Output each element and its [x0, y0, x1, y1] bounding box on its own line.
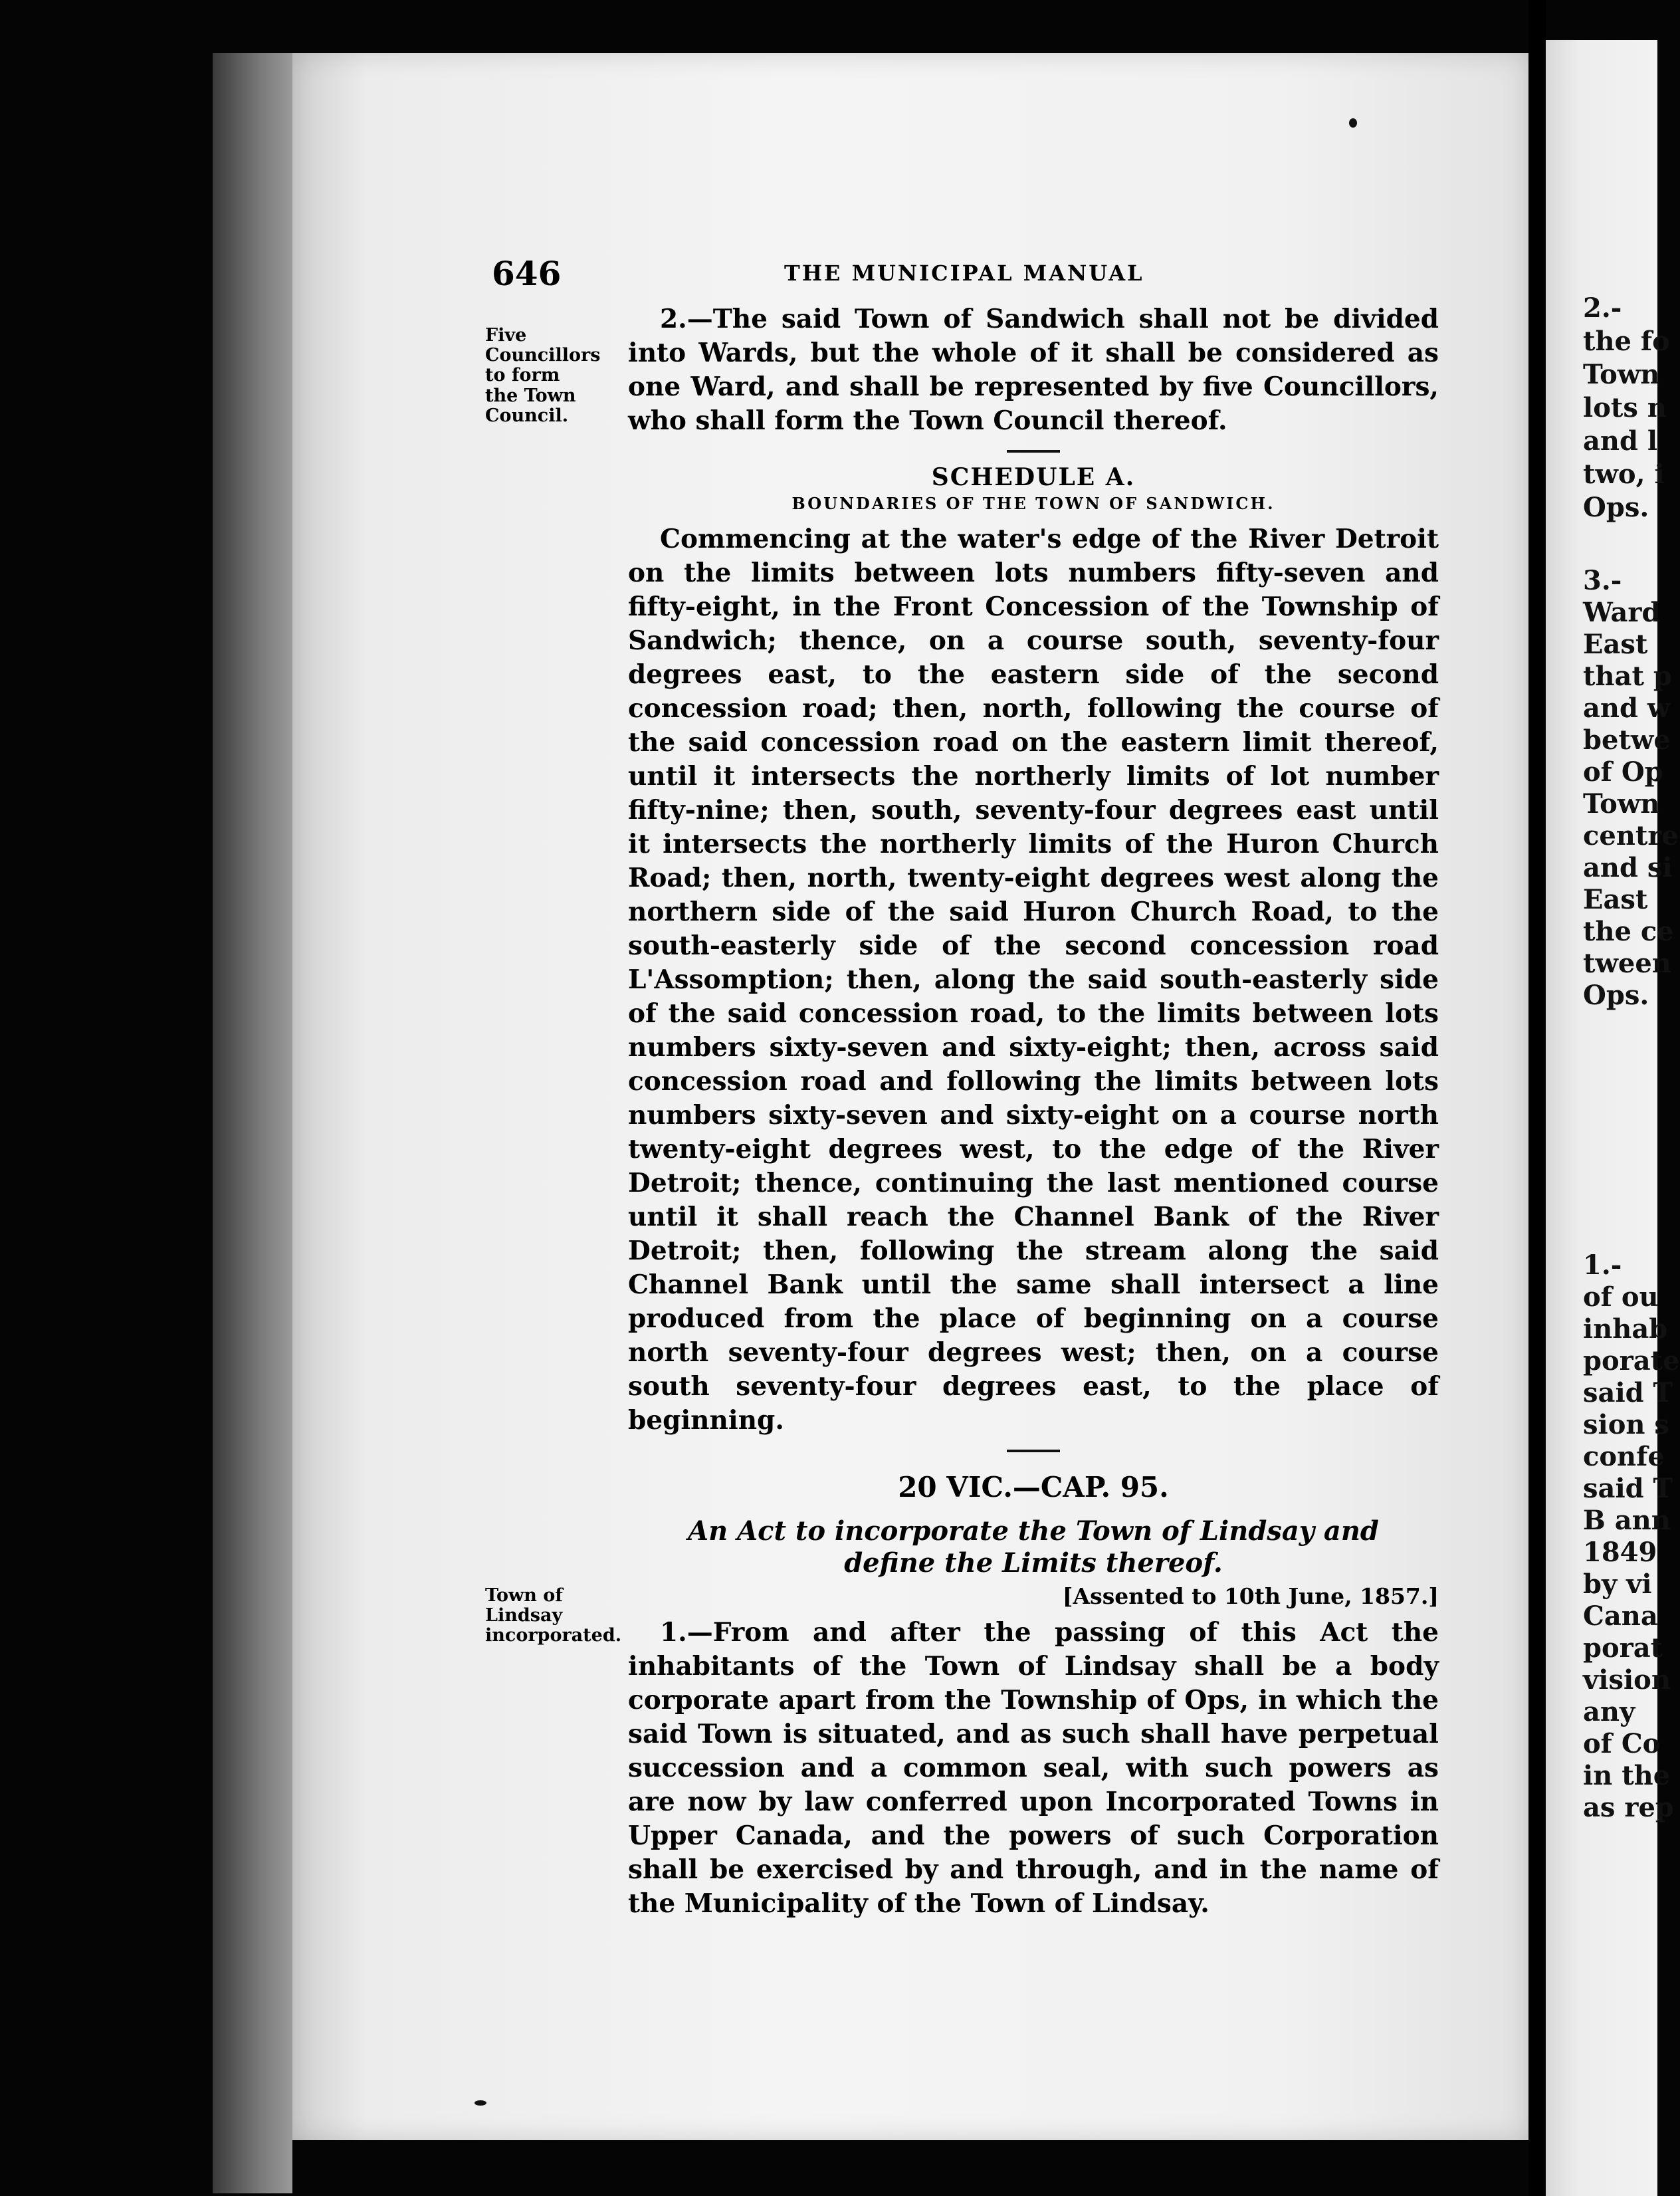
next-page-line: by vi	[1583, 1569, 1652, 1600]
section-2-paragraph: 2.—The said Town of Sandwich shall not be divided into Wards, but the whole of it shall be considered as one Ward, and shall be represented by five Councillors, who shall form the Town Council thereof.	[628, 304, 1439, 436]
schedule-boundaries-paragraph: Commencing at the water's edge of the River Detroit on the limits between lots numbers fifty-seven and fifty-eight, in the Front Concession of the Township of Sandwich; thence, on a course south, seventy-four degrees east, to the eastern side of the second concession road; then, north, following the course of the said concession road on the eastern limit thereof, until it intersects the northerly limits of lot number fifty-nine; then, south, seventy-four degrees east until it intersects the northerly limits of the Huron Church Road; then, north, twenty-eight degrees west along the northern side of the said Huron Church Road, to the south-easterly side of the second concession road L'Assomption; then, along the said south-easterly side of the said concession road, to the limits between lots numbers sixty-seven and sixty-eight; then, across said concession road and following the limits between lots numbers sixty-seven and sixty-eight on a course north twenty-eight degrees west, to the edge of the River Detroit; thence, continuing the last mentioned course until it shall reach the Channel Bank of the River Detroit; then, following the stream along the said Channel Bank until the same shall intersect a line produced from the place of beginning on a course north seventy-four degrees west; then, on a course south seventy-four degrees east, to the place of beginning.	[628, 524, 1439, 1436]
running-head: THE MUNICIPAL MANUAL	[784, 261, 1144, 286]
next-page-line: the fo	[1583, 326, 1670, 357]
divider-rule	[1007, 1450, 1060, 1452]
next-page-line: Ops.	[1583, 492, 1649, 523]
ink-speck	[474, 2100, 486, 2106]
next-page-line: Ops.	[1583, 980, 1649, 1011]
page-header	[492, 254, 1422, 294]
next-page-line: Town	[1583, 359, 1660, 390]
next-page-line: as rep	[1583, 1792, 1674, 1823]
next-page-line: of Co	[1583, 1728, 1661, 1759]
act-title: An Act to incorporate the Town of Lindsay and define the Limits thereof.	[688, 1515, 1379, 1579]
next-page-edge	[1546, 40, 1680, 2196]
next-page-line: confe	[1583, 1441, 1665, 1472]
next-page-line: tween	[1583, 948, 1671, 979]
next-page-line: porat	[1583, 1632, 1663, 1664]
scan-left-edge	[213, 53, 292, 2193]
next-page-line: the ce	[1583, 916, 1674, 947]
next-page-line: 1.-	[1583, 1250, 1622, 1281]
act-heading: 20 VIC.—CAP. 95.	[898, 1471, 1169, 1503]
next-page-line: East	[1583, 629, 1648, 660]
next-page-line: 1849	[1583, 1537, 1657, 1568]
next-page-line: Cana	[1583, 1600, 1658, 1632]
assent-date: [Assented to 10th June, 1857.]	[1062, 1583, 1439, 1609]
act-section-1-paragraph: 1.—From and after the passing of this Act the inhabitants of the Town of Lindsay shall be a body corporate apart from the Township of Ops, in which the said Town is situated, and as such shall have perpetual succession and a common seal, with such powers as are now by law conferred upon Incorporated Towns in Upper Canada, and the powers of such Corporation shall be exercised by and through, and in the name of the Municipality of the Town of Lindsay.	[628, 1617, 1439, 1919]
next-page-line: centre	[1583, 820, 1679, 851]
next-page-line: porate	[1583, 1345, 1680, 1376]
next-page-line: and si	[1583, 852, 1673, 883]
next-page-line: betwe	[1583, 724, 1671, 756]
next-page-line: Ward	[1583, 597, 1661, 628]
next-page-line: two, i	[1583, 459, 1665, 490]
next-page-line: 2.-	[1583, 292, 1622, 324]
next-page-line: B ann	[1583, 1505, 1671, 1536]
next-page-line: of Op	[1583, 756, 1663, 788]
main-text	[628, 302, 1439, 1921]
margin-note-lindsay-incorporated: Town of Lindsay incorporated.	[485, 1585, 622, 1646]
next-page-line: lots n	[1583, 392, 1667, 423]
next-page-line: 3.-	[1583, 565, 1622, 596]
next-page-line: East	[1583, 884, 1648, 915]
next-page-line: said T	[1583, 1473, 1673, 1504]
next-page-line: said T	[1583, 1377, 1673, 1408]
next-page-line: and w	[1583, 693, 1671, 724]
next-page-line: inhab	[1583, 1313, 1668, 1345]
page-gutter	[1528, 0, 1546, 2196]
next-page-line: Town	[1583, 788, 1660, 820]
next-page-line: and l	[1583, 425, 1658, 457]
ink-speck	[1349, 118, 1357, 128]
next-page-line: in the	[1583, 1760, 1671, 1791]
margin-note-five-councillors: Five Councillors to form the Town Council.	[485, 325, 601, 426]
schedule-subtitle: BOUNDARIES OF THE TOWN OF SANDWICH.	[791, 494, 1275, 513]
next-page-line: any	[1583, 1696, 1635, 1727]
schedule-title: SCHEDULE A.	[931, 463, 1136, 491]
next-page-line: of ou	[1583, 1281, 1659, 1313]
next-page-line: that p	[1583, 661, 1672, 692]
next-page-line: vision	[1583, 1664, 1671, 1696]
next-page-line: sion s	[1583, 1409, 1669, 1440]
divider-rule	[1007, 450, 1060, 453]
page-number: 646	[492, 254, 562, 293]
